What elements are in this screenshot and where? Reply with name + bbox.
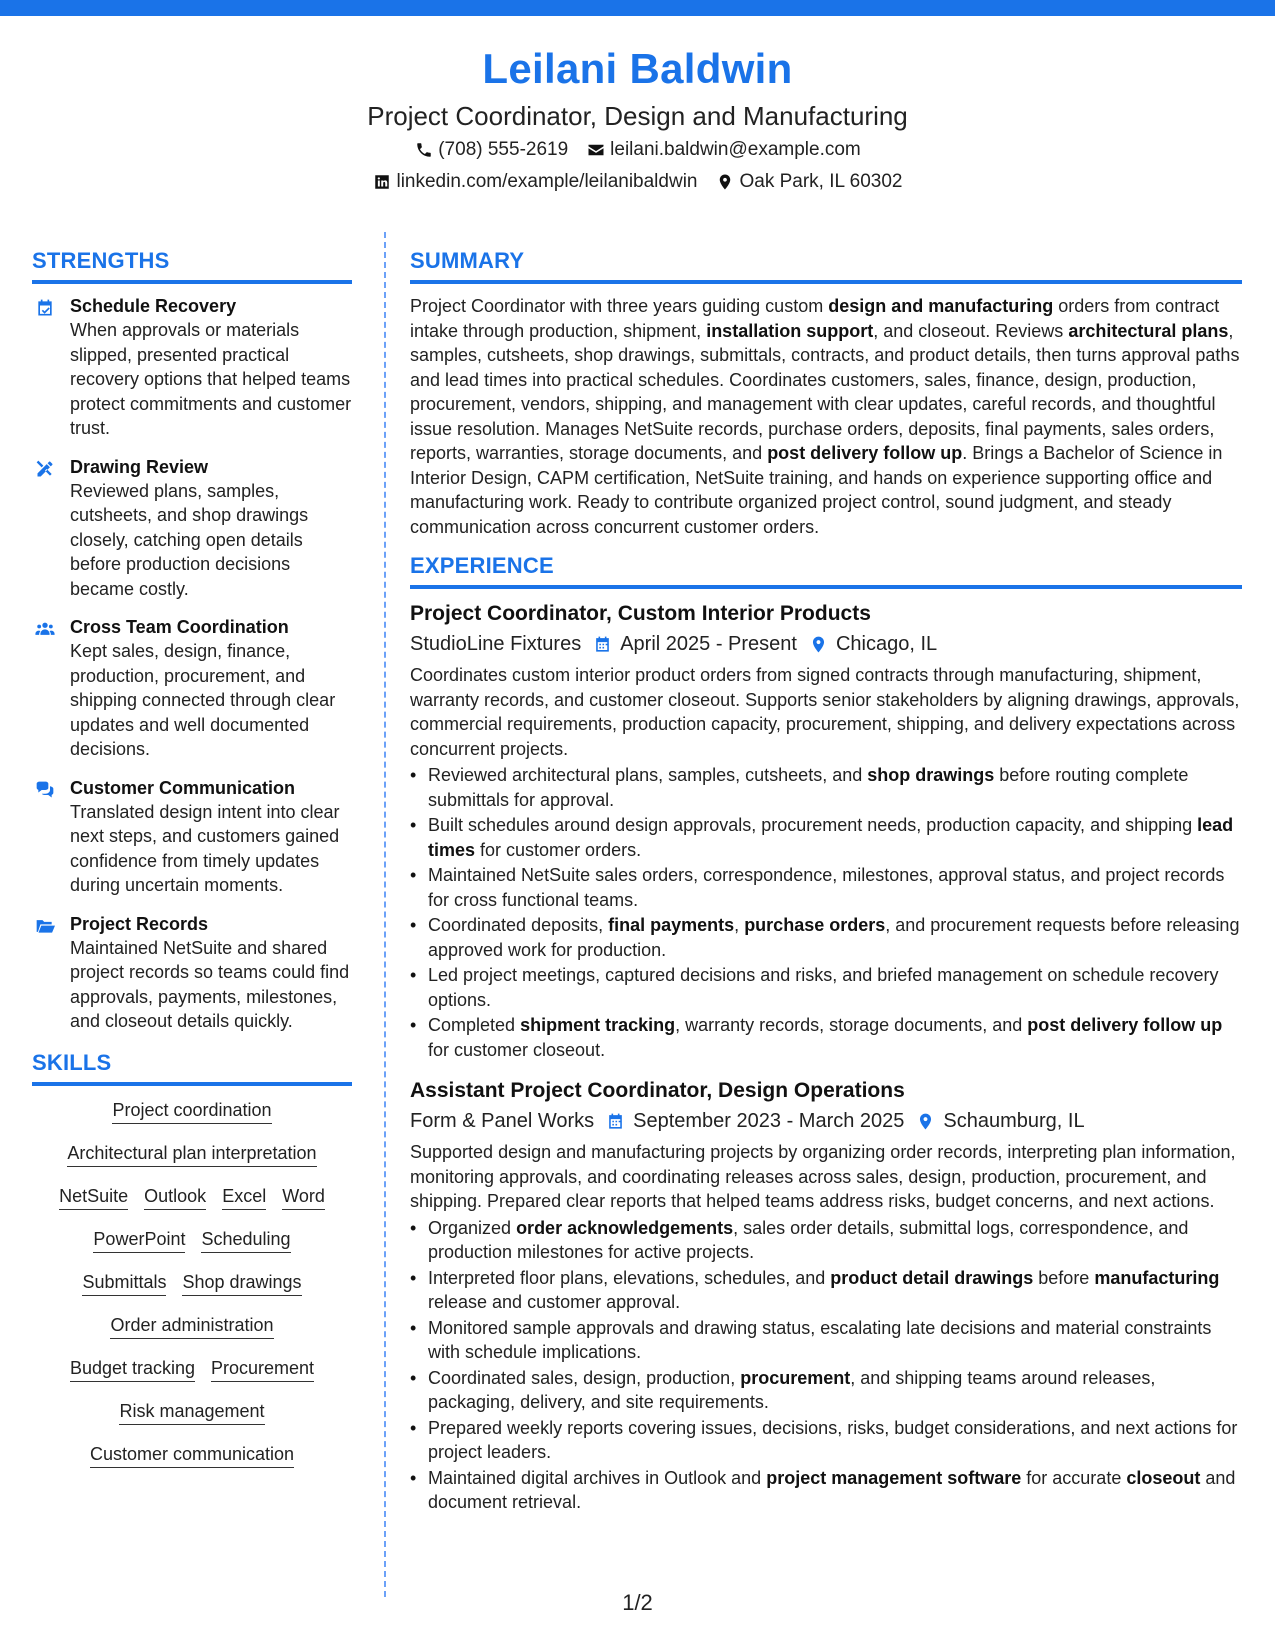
skill-tag: Outlook [144,1184,206,1210]
page-number: 1/2 [622,1590,653,1615]
job-location-text: Schaumburg, IL [943,1110,1085,1132]
bullet-item: • Built schedules around design approvals, procurement needs, production capacity, and shipping lead times for customer orders. [410,813,1242,862]
skills-list [32,1098,352,1468]
summary-text: Project Coordinator with three years guiding custom design and manufacturing orders from contract intake through production, shipment, installation support, and closeout. Reviews architectural plans, samples, cutsheets, shop drawings, submittals, contracts, and product details, then turns approval paths and lead times into practical schedules. Coordinates customers, sales, finance, design, production, procurement, vendors, shipping, and management with clear updates, careful records, and thoughtful issue resolution. Manages NetSuite records, purchase orders, deposits, final payments, sales orders, reports, warranties, storage documents, and post delivery follow up. Brings a Bachelor of Science in Interior Design, CAPM certification, NetSuite training, and hands on experience supporting office and manufacturing work. Ready to contribute organized project control, sound judgment, and steady communication across concurrent customer orders. [410,296,1240,537]
company-name: Form & Panel Works [410,1110,595,1132]
skill-row [32,1356,352,1382]
emphasis-text: closeout [1126,1467,1201,1488]
bullet-item: • Prepared weekly reports covering issues, decisions, risks, budget considerations, and next actions for project leaders. [410,1416,1242,1465]
job-entry [410,599,1242,1062]
bullet-item: • Coordinated deposits, final payments, purchase orders, and procurement requests before releasing approved work for production. [410,913,1242,962]
job-meta [410,1106,1242,1136]
map-pin-icon [809,635,828,654]
emphasis-text: product detail drawings [830,1267,1034,1288]
calendar-icon [606,1112,625,1131]
phone-text: (708) 555-2619 [438,139,569,160]
strength-title: Cross Team Coordination [70,617,289,637]
contact-line-1 [0,134,1275,166]
emphasis-text: final payments [608,915,735,935]
experience-heading: EXPERIENCE [410,551,1242,589]
emphasis-text: lead times [428,815,1234,860]
linkedin-icon [372,172,392,192]
emphasis-text: installation support [706,320,874,341]
skill-tag: Risk management [119,1399,264,1425]
skill-tag: Shop drawings [182,1270,301,1296]
strength-item [32,776,352,898]
map-pin-icon [916,1112,935,1131]
bullet-item: • Led project meetings, captured decisions and risks, and briefed management on schedule recovery options. [410,963,1242,1012]
emphasis-text: project management software [766,1467,1022,1488]
summary-heading: SUMMARY [410,246,1242,284]
strength-title: Schedule Recovery [70,296,237,316]
bullet-item: • Organized order acknowledgements, sales order details, submittal logs, correspondence, and production milestones for active projects. [410,1216,1242,1265]
emphasis-text: manufacturing [1094,1267,1220,1288]
location-contact [715,166,902,198]
emphasis-text: shipment tracking [520,1015,676,1035]
job-title: Assistant Project Coordinator, Design Operations [410,1079,905,1102]
calendar-check-icon [32,294,58,441]
skill-tag: PowerPoint [93,1227,185,1253]
skill-row [32,1313,352,1339]
emphasis-text: purchase orders [744,915,886,935]
bullet-item: • Completed shipment tracking, warranty records, storage documents, and post delivery follow up for customer closeout. [410,1013,1242,1062]
bullet-item: • Reviewed architectural plans, samples, cutsheets, and shop drawings before routing complete submittals for approval. [410,763,1242,812]
skill-tag: NetSuite [59,1184,128,1210]
phone-icon [414,140,434,160]
strength-title: Customer Communication [70,777,296,798]
strength-item [32,615,352,762]
emphasis-text: order acknowledgements [516,1217,734,1238]
skills-heading: SKILLS [32,1048,352,1086]
job-entry [410,1076,1242,1515]
job-title: Project Coordinator, Custom Interior Products [410,602,871,625]
skill-tag: Submittals [82,1270,166,1296]
map-pin-icon [715,172,735,192]
emphasis-text: post delivery follow up [767,443,963,463]
contact-line-2 [0,166,1275,198]
emphasis-text: architectural plans [1068,320,1229,341]
job-bullets [410,1216,1242,1515]
pencil-ruler-icon [32,455,58,602]
strength-title: Drawing Review [70,456,209,477]
company-name: StudioLine Fixtures [410,633,582,655]
skill-row [32,1270,352,1296]
strength-text: Kept sales, design, finance, production, procurement, and shipping connected through clear updates and well documented decisions. [70,641,336,759]
skill-tag: Word [282,1184,325,1210]
job-location [916,1106,1084,1136]
right-column [410,246,1242,1529]
candidate-role: Project Coordinator, Design and Manufacturing [367,101,908,131]
job-dates-text: September 2023 - March 2025 [633,1110,905,1132]
strength-text: Reviewed plans, samples, cutsheets, and shop drawings closely, catching open details before production decisions became costly. [70,480,309,599]
strength-item [32,912,352,1034]
folder-open-icon [32,912,58,1034]
linkedin-text[interactable]: linkedin.com/example/leilanibaldwin [396,171,698,192]
calendar-icon [593,635,612,654]
strength-text: Maintained NetSuite and shared project records so teams could find approvals, payments, milestones, and closeout details quickly. [70,937,350,1031]
resume-header [0,40,1275,198]
column-divider [384,232,386,1597]
bullet-item: • Interpreted floor plans, elevations, schedules, and product detail drawings before manufacturing release and customer approval. [410,1266,1242,1315]
skill-row [32,1442,352,1468]
job-description: Supported design and manufacturing projects by organizing order records, interpreting plan information, monitoring approvals, and coordinating releases across sales, design, production, procurement, and shipping. Prepared clear reports that helped teams address risks, budget concerns, and next actions. [410,1142,1236,1211]
bullet-item: • Maintained digital archives in Outlook and project management software for accurate closeout and document retrieval. [410,1466,1242,1515]
skill-tag: Project coordination [112,1098,271,1124]
skill-tag: Customer communication [90,1442,294,1468]
job-bullets [410,763,1242,1062]
envelope-icon [586,140,606,160]
strength-text: When approvals or materials slipped, presented practical recovery options that helped teams protect commitments and customer trust. [70,320,352,438]
emphasis-text: post delivery follow up [1027,1015,1223,1035]
skill-tag: Budget tracking [70,1356,195,1382]
skill-row [32,1141,352,1167]
skill-tag: Excel [222,1184,266,1210]
job-meta [410,629,1242,659]
email-text[interactable]: leilani.baldwin@example.com [610,139,861,160]
candidate-name: Leilani Baldwin [482,45,793,92]
phone-contact [414,134,568,166]
job-dates [606,1106,904,1136]
skill-row [32,1098,352,1124]
users-icon [32,615,58,762]
skill-tag: Scheduling [201,1227,290,1253]
strength-item [32,455,352,602]
top-accent-bar [0,0,1275,16]
skill-row [32,1399,352,1425]
strength-text: Translated design intent into clear next steps, and customers gained confidence from timely updates during uncertain moments. [70,801,340,895]
job-dates-text: April 2025 - Present [620,633,797,655]
job-description: Coordinates custom interior product orders from signed contracts through manufacturing, shipment, warranty records, and customer closeout. Supports senior stakeholders by aligning drawings, approvals, commercial requirements, production capacity, procurement, shipping, and delivery expectations across concurrent projects. [410,665,1240,759]
bullet-item: • Coordinated sales, design, production, procurement, and shipping teams around releases, packaging, delivery, and site requirements. [410,1366,1242,1415]
comments-icon [32,776,58,898]
skill-tag: Order administration [110,1313,273,1339]
skill-tag: Architectural plan interpretation [67,1141,316,1167]
emphasis-text: design and manufacturing [828,296,1054,316]
linkedin-contact[interactable] [372,166,697,198]
job-location-text: Chicago, IL [835,633,938,655]
location-text: Oak Park, IL 60302 [739,171,903,192]
skill-row [32,1184,352,1210]
skill-row [32,1227,352,1253]
skill-tag: Procurement [211,1356,314,1382]
strengths-heading: STRENGTHS [32,246,352,284]
job-location [809,629,937,659]
bullet-item: • Monitored sample approvals and drawing status, escalating late decisions and material constraints with schedule implications. [410,1316,1242,1365]
emphasis-text: shop drawings [867,765,995,785]
left-column [32,246,352,1485]
bullet-item: • Maintained NetSuite sales orders, correspondence, milestones, approval status, and project records for cross functional teams. [410,863,1242,912]
strength-title: Project Records [70,913,209,934]
emphasis-text: procurement [740,1367,851,1388]
job-dates [593,629,797,659]
email-contact[interactable] [586,134,861,166]
strength-item [32,294,352,441]
